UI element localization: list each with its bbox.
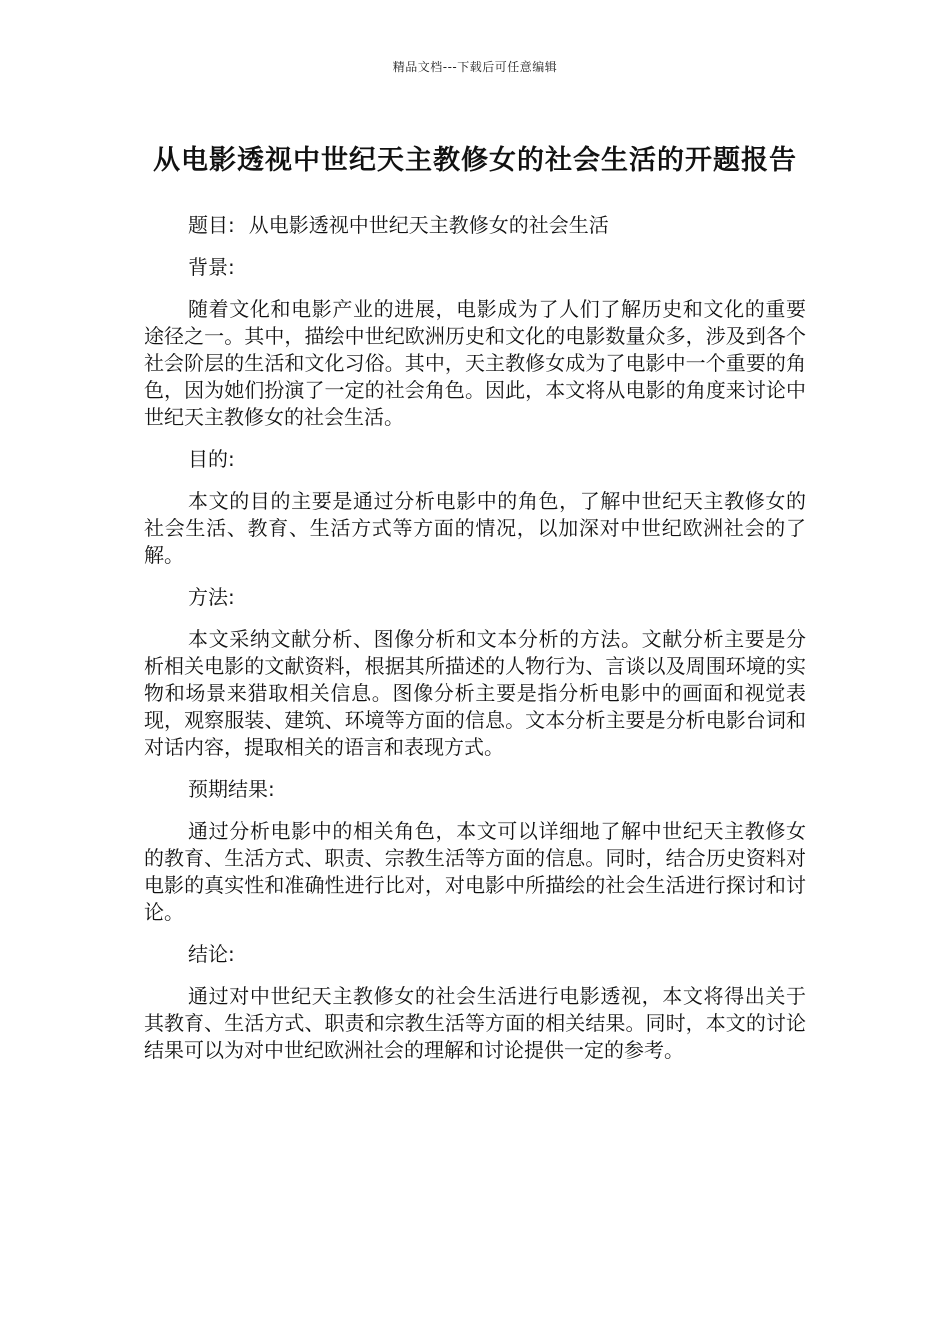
section-body-purpose: 本文的目的主要是通过分析电影中的角色，了解中世纪天主教修女的社会生活、教育、生活方式等方面的情况，以加深对中世纪欧洲社会的了解。: [144, 489, 806, 567]
section-heading-conclusion: 结论:: [188, 942, 235, 966]
topic-line: [144, 212, 806, 239]
section-heading-method: 方法:: [188, 585, 235, 609]
topic-label: 题目:: [188, 213, 235, 237]
document-title: 从电影透视中世纪天主教修女的社会生活的开题报告: [153, 145, 797, 176]
document-body: [144, 212, 806, 1079]
section-heading-purpose: 目的:: [188, 447, 235, 471]
section-body-conclusion: 通过对中世纪天主教修女的社会生活进行电影透视，本文将得出关于其教育、生活方式、职责和宗教生活等方面的相关结果。同时，本文的讨论结果可以为对中世纪欧洲社会的理解和讨论提供一定的参考。: [144, 984, 806, 1062]
section-heading-expected-results: 预期结果:: [188, 777, 275, 801]
section-body-method: 本文采纳文献分析、图像分析和文本分析的方法。文献分析主要是分析相关电影的文献资料，根据其所描述的人物行为、言谈以及周围环境的实物和场景来猎取相关信息。图像分析主要是指分析电影中的画面和视觉表现，观察服装、建筑、环境等方面的信息。文本分析主要是分析电影台词和对话内容，提取相关的语言和表现方式。: [144, 627, 806, 759]
topic-text: 从电影透视中世纪天主教修女的社会生活: [248, 213, 609, 237]
section-heading-background: 背景:: [188, 255, 235, 279]
header-note: 精品文档---下载后可任意编辑: [392, 60, 558, 74]
section-body-background: 随着文化和电影产业的进展，电影成为了人们了解历史和文化的重要途径之一。其中，描绘中世纪欧洲历史和文化的电影数量众多，涉及到各个社会阶层的生活和文化习俗。其中，天主教修女成为了电影中一个重要的角色，因为她们扮演了一定的社会角色。因此，本文将从电影的角度来讨论中世纪天主教修女的社会生活。: [144, 297, 806, 429]
section-body-expected-results: 通过分析电影中的相关角色，本文可以详细地了解中世纪天主教修女的教育、生活方式、职责、宗教生活等方面的信息。同时，结合历史资料对电影的真实性和准确性进行比对，对电影中所描绘的社会生活进行探讨和讨论。: [144, 819, 806, 924]
